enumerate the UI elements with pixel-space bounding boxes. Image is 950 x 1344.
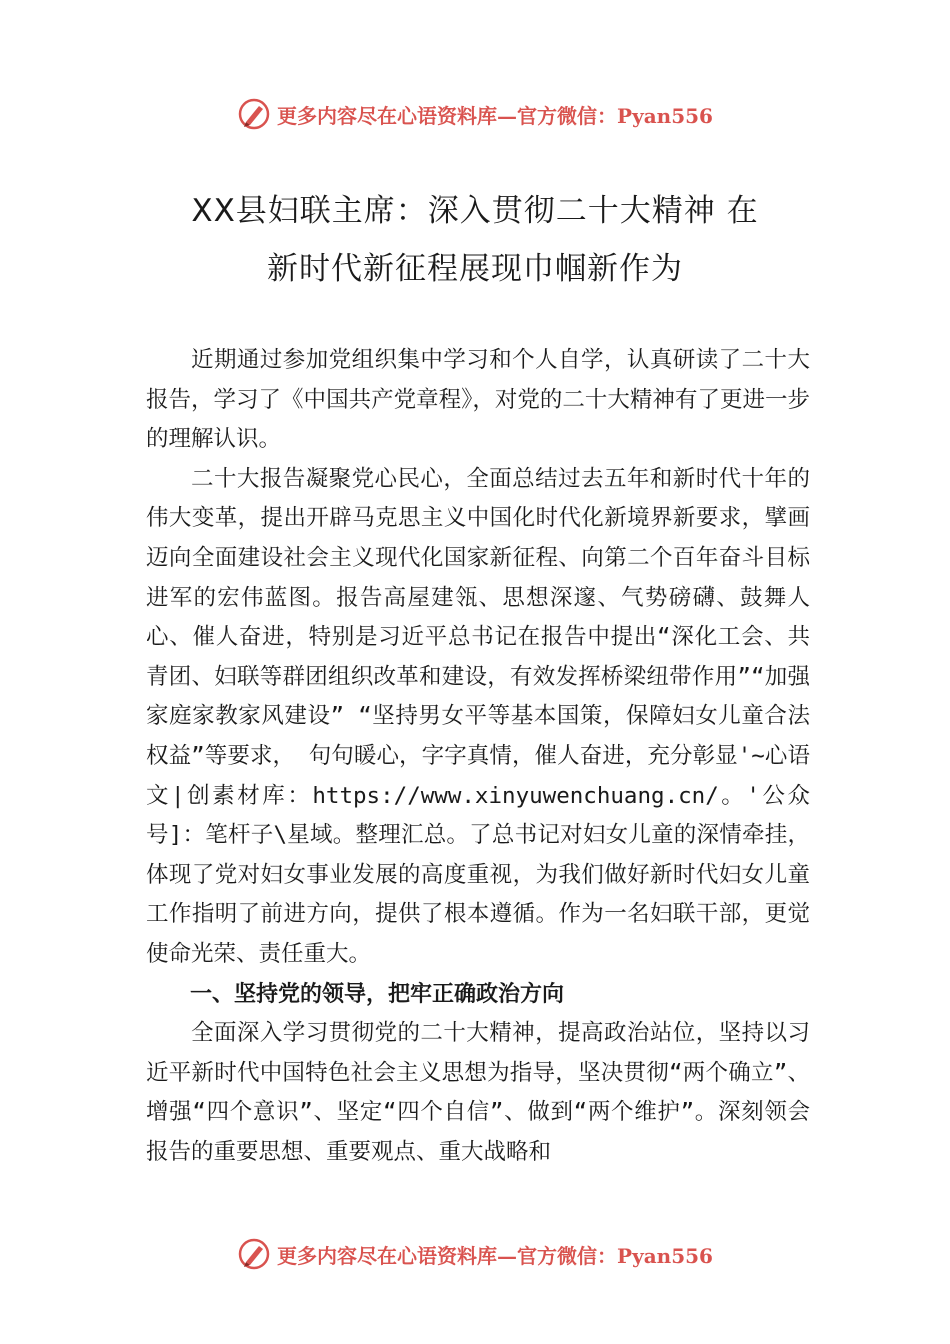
paragraph-3: 全面深入学习贯彻党的二十大精神，提高政治站位，坚持以习近平新时代中国特色社会主义思想为指导，坚决贯彻“两个确立”、增强“四个意识”、坚定“四个自信”、做到“两个维护”。深刻领会报告的重要思想、重要观点、重大战略和 (146, 1020, 810, 1165)
pen-logo-icon (237, 1237, 271, 1271)
title-line-1: XX县妇联主席：深入贯彻二十大精神 在 (191, 193, 759, 229)
document-body (146, 341, 810, 1172)
section-heading-1: 一、坚持党的领导，把牢正确政治方向 (190, 981, 565, 1007)
paragraph-1: 近期通过参加党组织集中学习和个人自学，认真研读了二十大报告，学习了《中国共产党章程》，对党的二十大精神有了更进一步的理解认识。 (146, 347, 810, 453)
watermark-text: 更多内容尽在心语资料库—官方微信：Pyan556 (277, 1243, 713, 1268)
paragraph-2: 二十大报告凝聚党心民心，全面总结过去五年和新时代十年的伟大变革，提出开辟马克思主义中国化时代化新境界新要求，擘画迈向全面建设社会主义现代化国家新征程、向第二个百年奋斗目标进军的宏伟蓝图。报告高屋建瓴、思想深邃、气势磅礴、鼓舞人心、催人奋进，特别是习近平总书记在报告中提出“深化工会、共青团、妇联等群团组织改革和建设，有效发挥桥梁纽带作用”“加强家庭家教家风建设” “坚持男女平等基本国策，保障妇女儿童合法权益”等要求， 句句暖心，字字真情，催人奋进，充分彰显'~心语文|创素材库：https://www.xinyuwenchuang.cn/。'公众号]：笔杆子\星域。整理汇总。了总书记对妇女儿童的深情牵挂，体现了党对妇女事业发展的高度重视，为我们做好新时代妇女儿童工作指明了前进方向，提供了根本遵循。作为一名妇联干部，更觉使命光荣、责任重大。 (146, 465, 810, 967)
watermark-banner-bottom (0, 1234, 950, 1274)
watermark-banner-top (0, 94, 950, 134)
pen-logo-icon (237, 97, 271, 131)
watermark-text: 更多内容尽在心语资料库—官方微信：Pyan556 (277, 103, 713, 128)
document-title (120, 182, 830, 298)
title-line-2: 新时代新征程展现巾帼新作为 (267, 251, 683, 287)
